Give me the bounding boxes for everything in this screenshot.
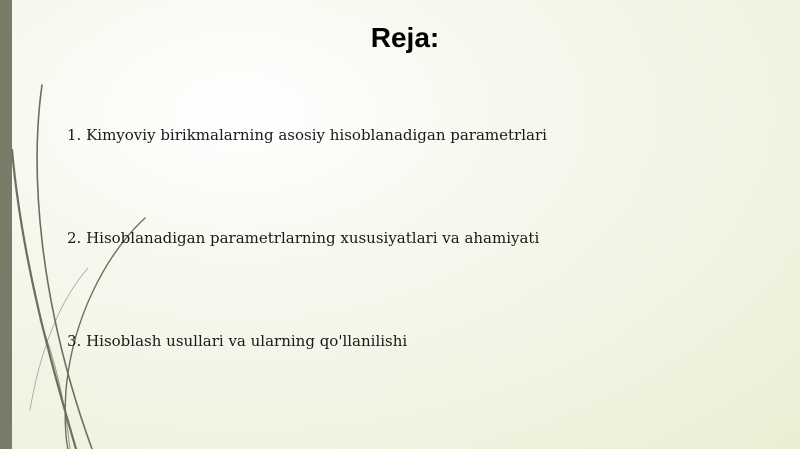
slide-title: Reja: bbox=[370, 22, 440, 53]
left-accent-bar bbox=[0, 0, 12, 449]
plan-item-2: 2. Hisoblanadigan parametrlarning xususiyatlari va ahamiyati bbox=[67, 229, 540, 247]
plan-item-1: 1. Kimyoviy birikmalarning asosiy hisoblanadigan parametrlari bbox=[67, 126, 547, 144]
plan-item-3: 3. Hisoblash usullari va ularning qo'llanilishi bbox=[67, 332, 408, 350]
